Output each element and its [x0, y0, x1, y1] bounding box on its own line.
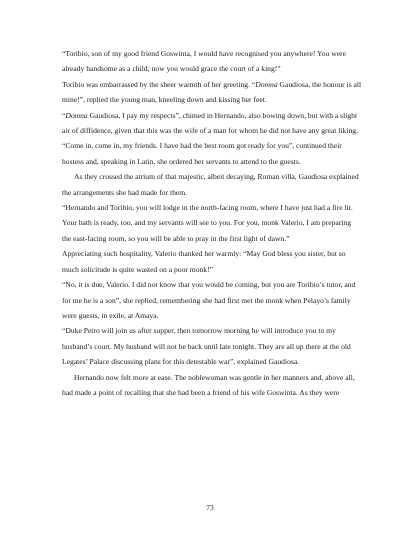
paragraph — [62, 138, 362, 169]
paragraph — [62, 108, 362, 139]
text-run: “Duke Petro will join us after supper, then tomorrow morning he will introduce you to my husband’s court. My husband will not be back until late tonight. They are all up there at the old Legates’ Palace discussing plans for this detestable war”, explained Gaudiosa. — [62, 326, 351, 367]
body-text — [62, 46, 362, 400]
text-run: “Come in, come in, my friends. I have had the best room got ready for you”, continued their hostess and, speaking in Latin, she ordered her servants to attend to the guests. — [62, 141, 342, 166]
page-number: 73 — [206, 503, 214, 512]
paragraph — [62, 323, 362, 369]
text-run: Toribio was embarrassed by the sheer warmth of her greeting. “ — [62, 79, 256, 89]
italic-text: Domna — [255, 79, 278, 89]
italic-text: Domna — [65, 110, 88, 120]
paragraph — [62, 277, 362, 323]
paragraph — [62, 246, 362, 277]
text-run: “Hernando and Toribio, you will lodge in the north-facing room, where I have just had a fire lit. Your bath is ready, too, and my servants will see to you. For you, monk Valerio, I am preparing the east-facing room, so you will be able to pray in the first light of dawn.” — [62, 203, 353, 243]
paragraph — [62, 46, 362, 77]
paragraph — [62, 169, 362, 200]
text-run: As they crossed the atrium of that majestic, albeit decaying, Roman villa, Gaudiosa explained the arrangements she had made for them. — [62, 172, 359, 197]
paragraph — [62, 200, 362, 246]
text-run: “No, it is due, Valerio. I did not know that you would be coming, but you are Toribio’s tutor, and for me he is a son”, she replied, remembering she had first met the monk when Pelayo’s family were guests, in exile, at Amaya. — [62, 280, 356, 320]
text-run: “Toribio, son of my good friend Goswinta, I would have recognised you anywhere! You were already handsome as a child; now you would grace the court of a king!” — [62, 49, 346, 74]
text-run: Appreciating such hospitality, Valerio thanked her warmly: “May God bless you sister, but so much solicitude is quite wasted on a poor monk!” — [62, 249, 346, 274]
text-run: Gaudiosa, the honour is all mine!”, replied the young man, kneeling down and kissing her feet. — [62, 79, 362, 105]
text-run: Hernando now felt more at ease. The noblewoman was gentle in her manners and, above all, had made a point of recalling that she had been a friend of his wife Goswinta. As they were — [62, 372, 355, 397]
text-run: Gaudiosa, I pay my respects”, chimed in Hernando, also bowing down, but with a slight air of diffidence, given that this was the wife of a man for whom he did not have any great liking. — [62, 110, 358, 136]
paragraph — [62, 77, 362, 108]
text-run: “ — [62, 110, 66, 120]
paragraph — [62, 370, 362, 401]
